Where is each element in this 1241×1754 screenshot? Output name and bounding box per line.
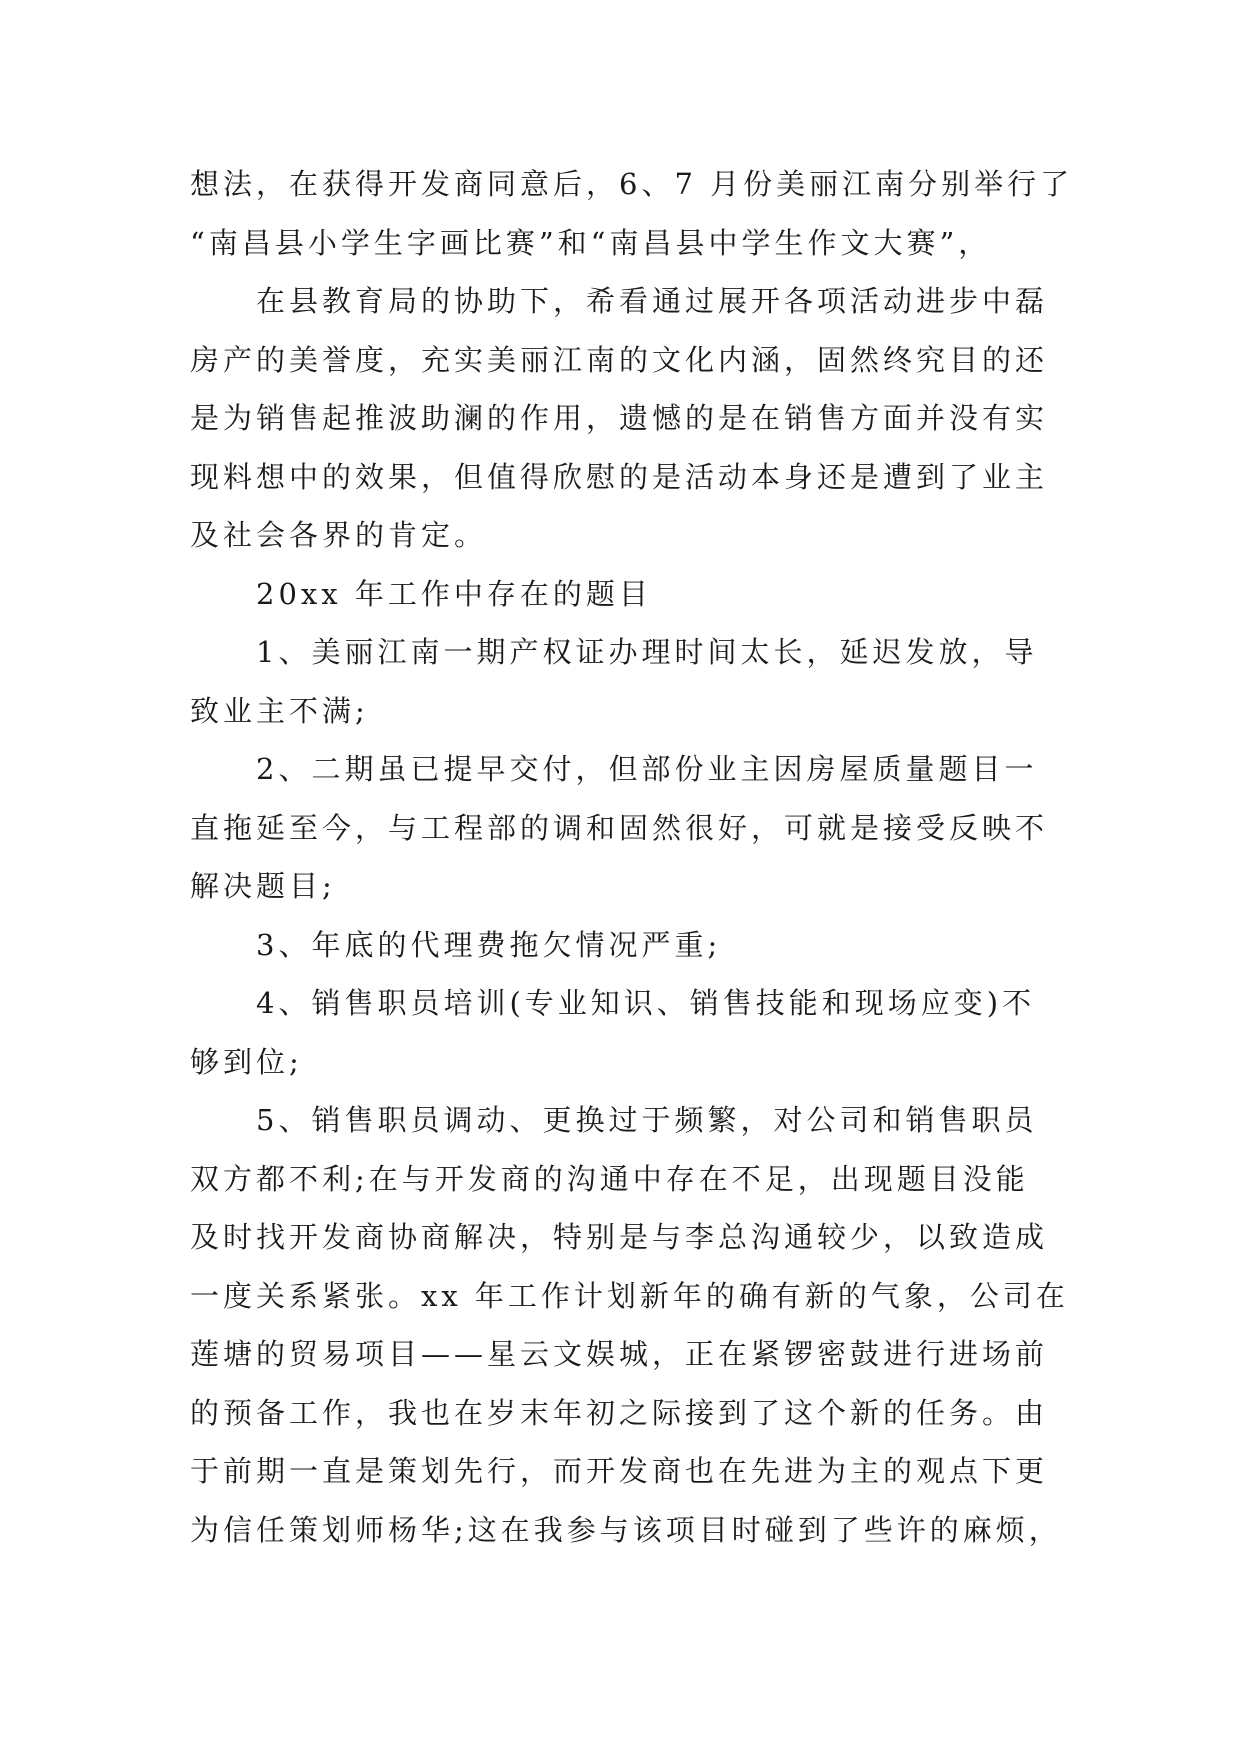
text-line: 于前期一直是策划先行，而开发商也在先进为主的观点下更 [190,1454,1049,1488]
text-line: 够到位; [190,1044,303,1079]
text-line: 及社会各界的肯定。 [190,518,488,552]
text-line: 双方都不利;在与开发商的沟通中存在不足，出现题目没能 [190,1161,1029,1196]
text-line: “南昌县小学生字画比赛”和“南昌县中学生作文大赛”， [190,225,992,260]
text-line: 现料想中的效果，但值得欣慰的是活动本身还是遭到了业主 [190,459,1049,494]
text-line: 解决题目; [190,869,336,903]
text-line: 莲塘的贸易项目——星云文娱城，正在紧锣密鼓进行进场前 [190,1337,1049,1371]
document-body [190,155,1074,1559]
paragraph-start-line: 在县教育局的协助下，希看通过展开各项活动进步中磊 [256,284,1049,318]
list-item-3: 3、年底的代理费拖欠情况严重; [256,927,722,962]
list-item-5: 5、销售职员调动、更换过于频繁，对公司和销售职员 [256,1103,1038,1137]
text-line: 一度关系紧张。xx 年工作计划新年的确有新的气象，公司在 [190,1278,1069,1313]
list-item-1: 1、美丽江南一期产权证办理时间太长，延迟发放，导 [256,635,1038,669]
text-line: 的预备工作，我也在岁末年初之际接到了这个新的任务。由 [190,1395,1049,1430]
text-line: 及时找开发商协商解决，特别是与李总沟通较少，以致造成 [190,1220,1049,1254]
text-line: 直拖延至今，与工程部的调和固然很好，可就是接受反映不 [190,810,1049,845]
text-line: 房产的美誉度，充实美丽江南的文化内涵，固然终究目的还 [190,342,1049,377]
text-line: 是为销售起推波助澜的作用，遗憾的是在销售方面并没有实 [190,401,1049,435]
list-item-2: 2、二期虽已提早交付，但部份业主因房屋质量题目一 [256,752,1038,786]
text-line: 致业主不满; [190,693,369,728]
text-line: 想法，在获得开发商同意后，6、7 月份美丽江南分别举行了 [190,167,1074,201]
section-heading: 20xx 年工作中存在的题目 [256,576,652,611]
text-line: 为信任策划师杨华;这在我参与该项目时碰到了些许的麻烦， [190,1512,1062,1547]
list-item-4: 4、销售职员培训(专业知识、销售技能和现场应变)不 [256,986,1036,1020]
